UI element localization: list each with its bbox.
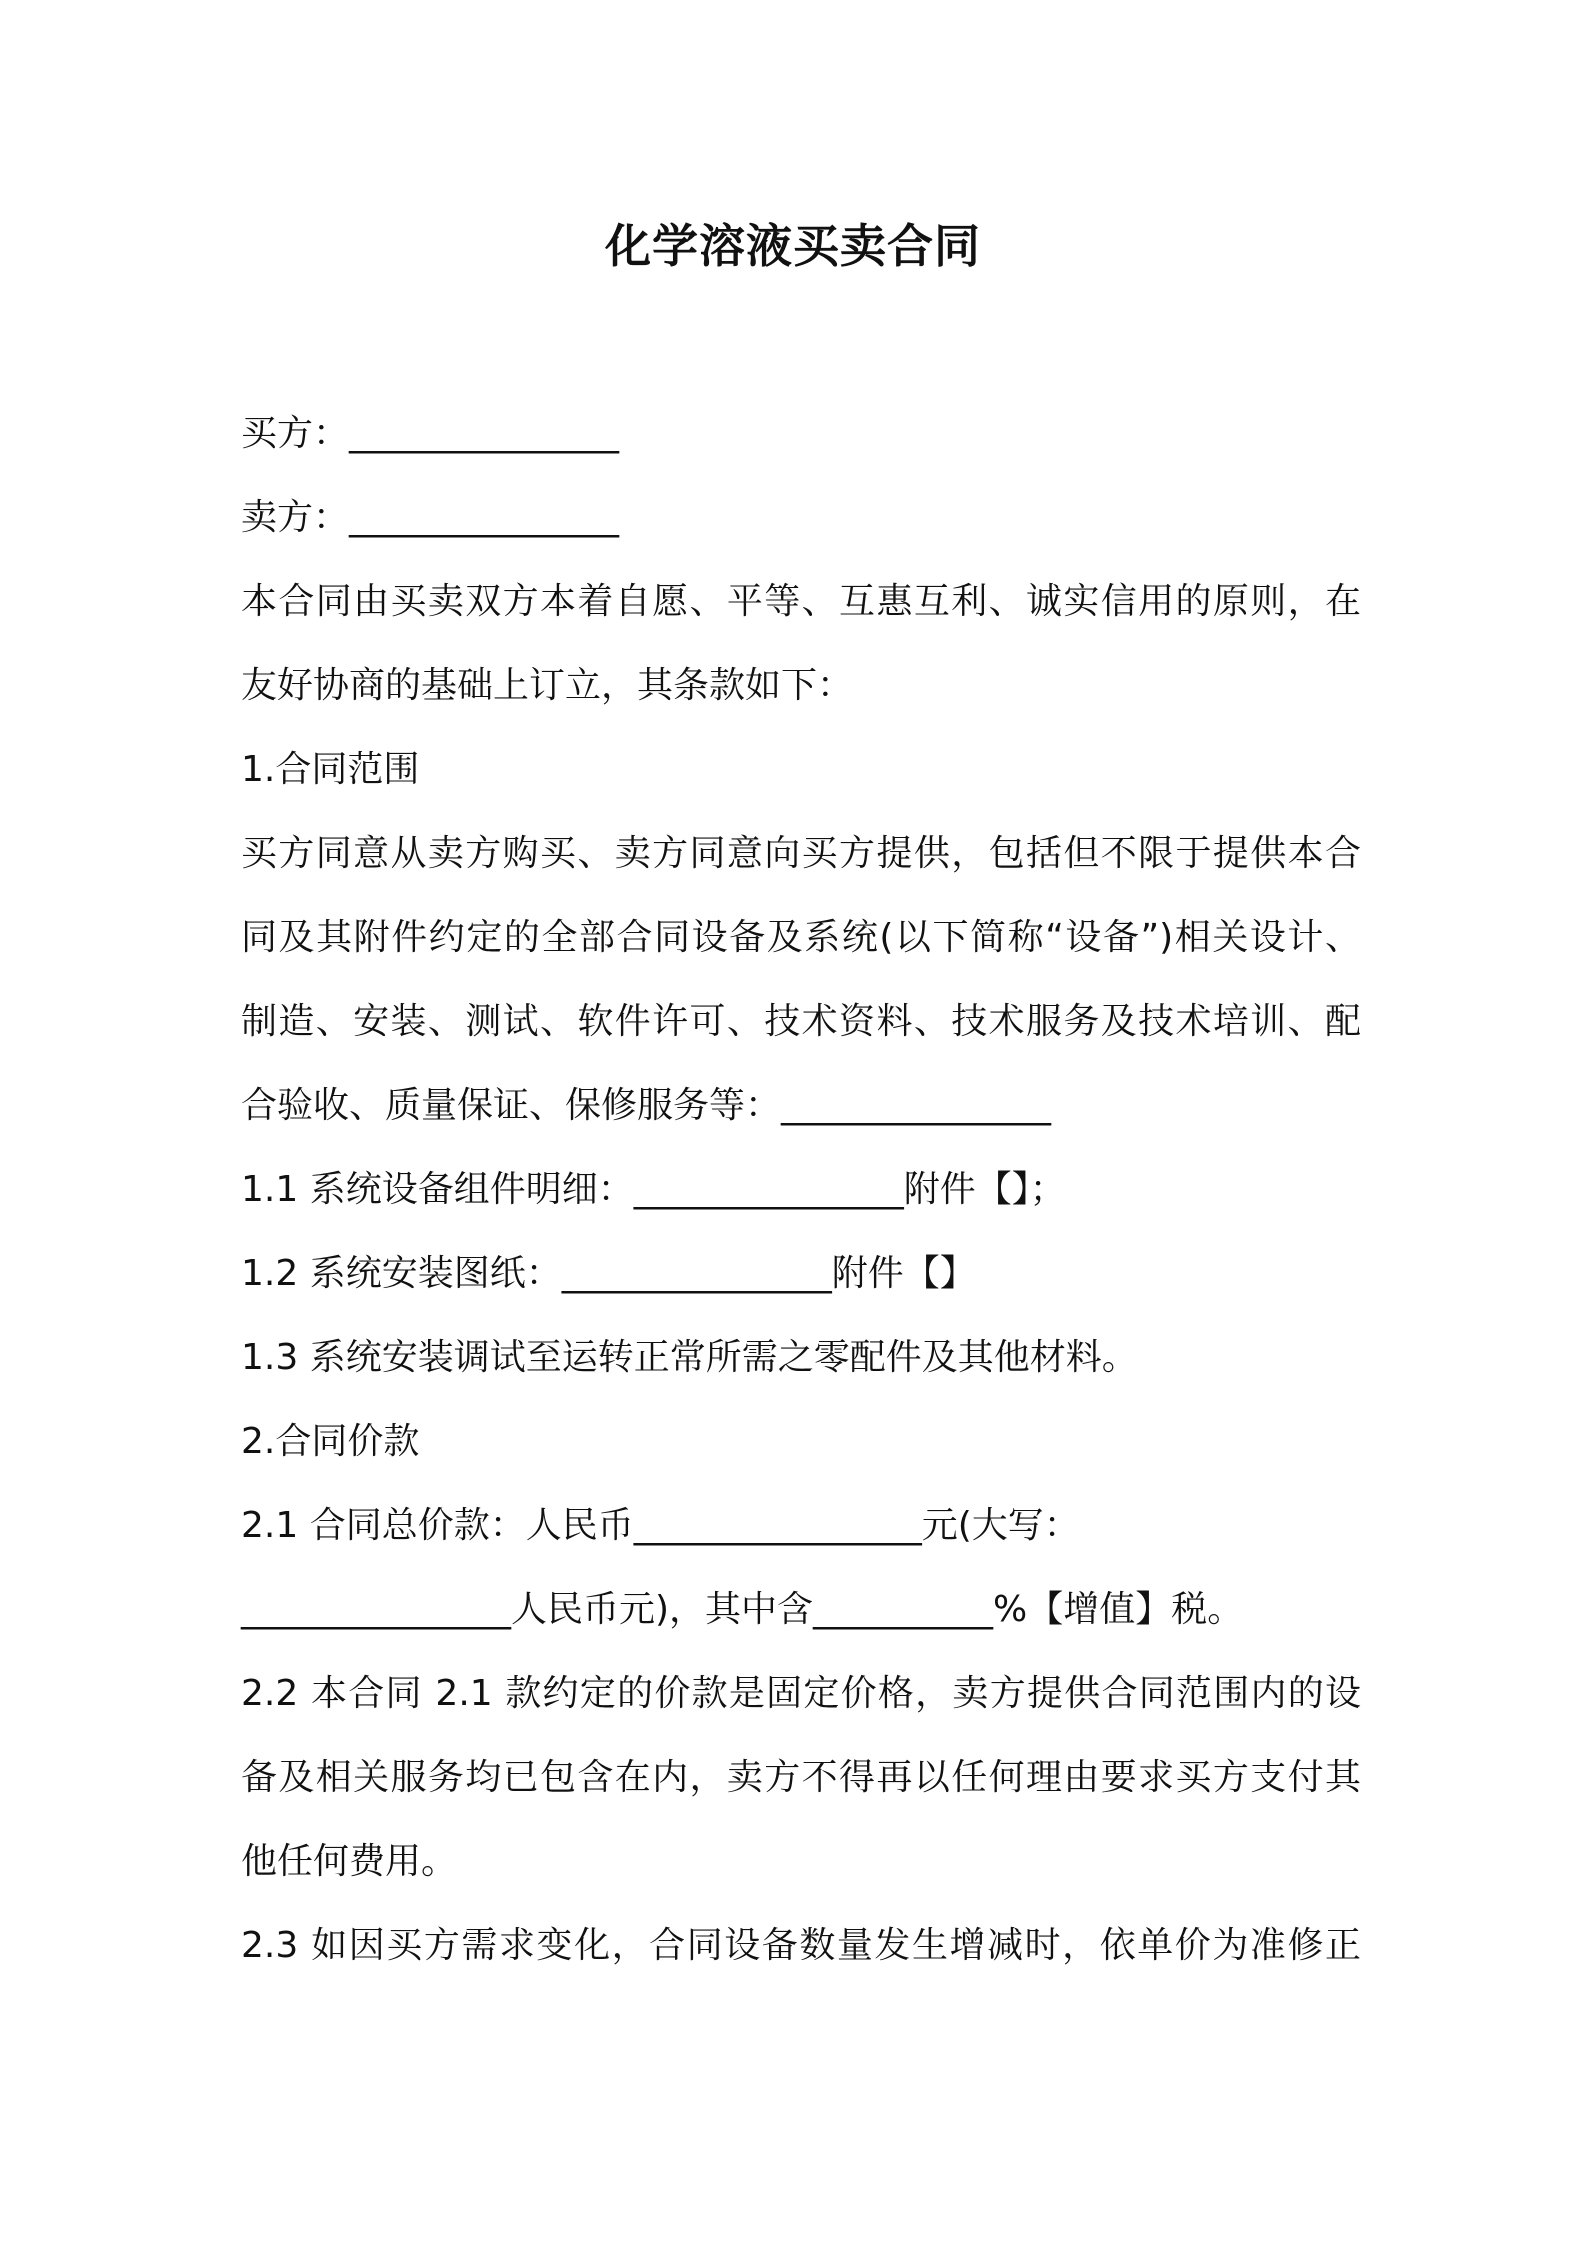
intro-paragraph-line: 友好协商的基础上订立，其条款如下： xyxy=(241,665,854,706)
buyer-line: 买方：_______________ xyxy=(241,413,620,454)
seller-line: 卖方：_______________ xyxy=(241,497,620,538)
section-1-paragraph-line: 制造、安装、测试、软件许可、技术资料、技术服务及技术培训、配 xyxy=(241,1001,1361,1042)
clause-2-1-line: _______________人民币元)，其中含__________%【增值】税。 xyxy=(241,1589,1244,1630)
clause-2-2-line: 备及相关服务均已包含在内，卖方不得再以任何理由要求买方支付其 xyxy=(241,1757,1361,1798)
clause-1-2: 1.2 系统安装图纸：_______________附件【】 xyxy=(241,1253,976,1294)
clause-2-2-line: 2.2 本合同 2.1 款约定的价款是固定价格，卖方提供合同范围内的设 xyxy=(241,1673,1361,1714)
clause-1-3: 1.3 系统安装调试至运转正常所需之零配件及其他材料。 xyxy=(241,1337,1138,1378)
section-1-paragraph-line: 同及其附件约定的全部合同设备及系统(以下简称“设备”)相关设计、 xyxy=(241,917,1361,958)
clause-2-2-line: 他任何费用。 xyxy=(241,1841,458,1882)
clause-1-1: 1.1 系统设备组件明细：_______________附件【】； xyxy=(241,1169,1066,1210)
section-1-paragraph-line: 合验收、质量保证、保修服务等：_______________ xyxy=(241,1085,1052,1126)
section-1-paragraph-line: 买方同意从卖方购买、卖方同意向买方提供，包括但不限于提供本合 xyxy=(241,833,1361,874)
document-title: 化学溶液买卖合同 xyxy=(605,219,981,273)
section-heading: 2.合同价款 xyxy=(241,1421,420,1462)
intro-paragraph-line: 本合同由买卖双方本着自愿、平等、互惠互利、诚实信用的原则，在 xyxy=(241,581,1361,622)
clause-2-1-line: 2.1 合同总价款：人民币________________元(大写： xyxy=(241,1505,1080,1546)
clause-2-3-line: 2.3 如因买方需求变化，合同设备数量发生增减时，依单价为准修正 xyxy=(241,1925,1361,1966)
section-heading: 1.合同范围 xyxy=(241,749,420,790)
